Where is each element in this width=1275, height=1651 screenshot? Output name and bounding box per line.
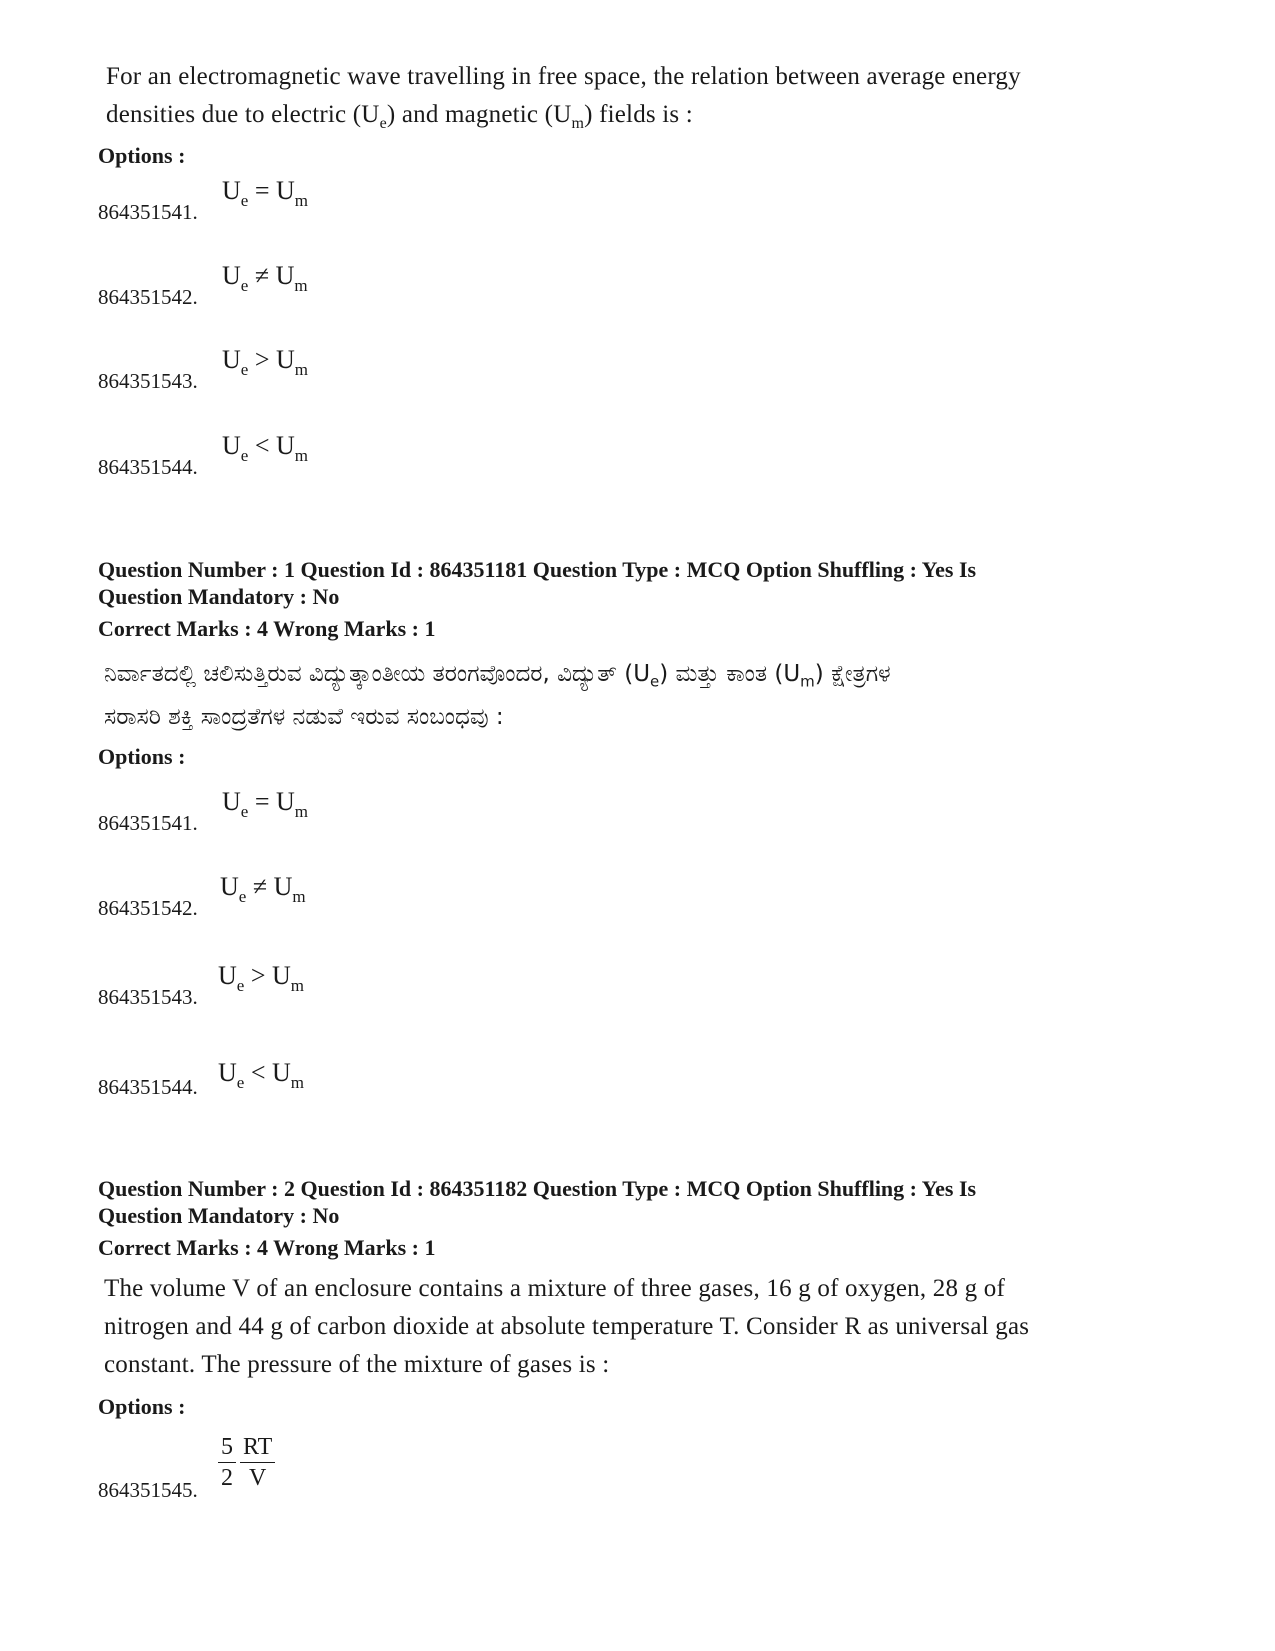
option-id: 864351544. (98, 1075, 198, 1099)
question-text-line: The volume V of an enclosure contains a mixture of three gases, 16 g of oxygen, 28 g of (104, 1275, 1005, 1302)
option-formula: $U_e > U_m$ (218, 961, 305, 995)
text-fragment: ) and magnetic (U (386, 101, 572, 128)
options-label: Options : (98, 744, 186, 769)
text-fragment: ) fields is : (584, 101, 693, 128)
question-header: Question Mandatory : No (98, 584, 340, 609)
question-text-line (106, 96, 693, 143)
question-header: Question Number : 1 Question Id : 864351181 Question Type : MCQ Option Shuffling : Yes Is (98, 557, 977, 582)
fraction: $\frac{RT}{V}$ (240, 1432, 275, 1493)
option-formula: $U_e = U_m$ (222, 176, 309, 210)
option-id: 864351543. (98, 985, 198, 1009)
option-id: 864351545. (98, 1478, 198, 1502)
option-id: 864351542. (98, 285, 198, 309)
option-formula: $U_e \ne U_m$ (222, 261, 308, 295)
subscript: e (379, 115, 387, 132)
options-label: Options : (98, 143, 186, 168)
option-formula: $U_e > U_m$ (222, 345, 309, 379)
option-formula: $U_e \ne U_m$ (220, 872, 306, 906)
option-formula: $U_e = U_m$ (222, 787, 309, 821)
option-id: 864351541. (98, 811, 198, 835)
question-marks: Correct Marks : 4 Wrong Marks : 1 (98, 1235, 436, 1260)
question-text-line: ನಿರ್ವಾತದಲ್ಲಿ ಚಲಿಸುತ್ತಿರುವ ವಿದ್ಯುತ್ಕಾಂತೀಯ ತರಂಗವೊಂದರ, ವಿದ್ಯುತ್ $(U_e)$ ಮತ್ತು ಕಾಂತ $(U_m)$ ಕ್ಷೇತ್ರಗಳ (104, 661, 891, 691)
question-marks: Correct Marks : 4 Wrong Marks : 1 (98, 616, 436, 641)
question-text-line: ಸರಾಸರಿ ಶಕ್ತಿ ಸಾಂದ್ರತೆಗಳ ನಡುವೆ ಇರುವ ಸಂಬಂಧವು : (104, 704, 504, 730)
subscript: m (571, 115, 585, 132)
option-id: 864351544. (98, 455, 198, 479)
question-header: Question Number : 2 Question Id : 864351182 Question Type : MCQ Option Shuffling : Yes Is (98, 1176, 977, 1201)
question-text-line: nitrogen and 44 g of carbon dioxide at absolute temperature T. Consider R as universal gas (104, 1313, 1030, 1340)
fraction: $\frac{5}{2}$ (218, 1432, 236, 1493)
option-formula: $U_e < U_m$ (222, 431, 309, 465)
option-id: 864351541. (98, 200, 198, 224)
option-id: 864351543. (98, 369, 198, 393)
question-text-line: constant. The pressure of the mixture of gases is : (104, 1351, 610, 1378)
question-header: Question Mandatory : No (98, 1203, 340, 1228)
text-fragment: densities due to electric (U (106, 101, 380, 128)
option-formula (218, 1432, 275, 1493)
option-formula: $U_e < U_m$ (218, 1058, 305, 1092)
option-id: 864351542. (98, 896, 198, 920)
question-text-line: For an electromagnetic wave travelling in free space, the relation between average energy (106, 63, 1021, 90)
options-label: Options : (98, 1394, 186, 1419)
